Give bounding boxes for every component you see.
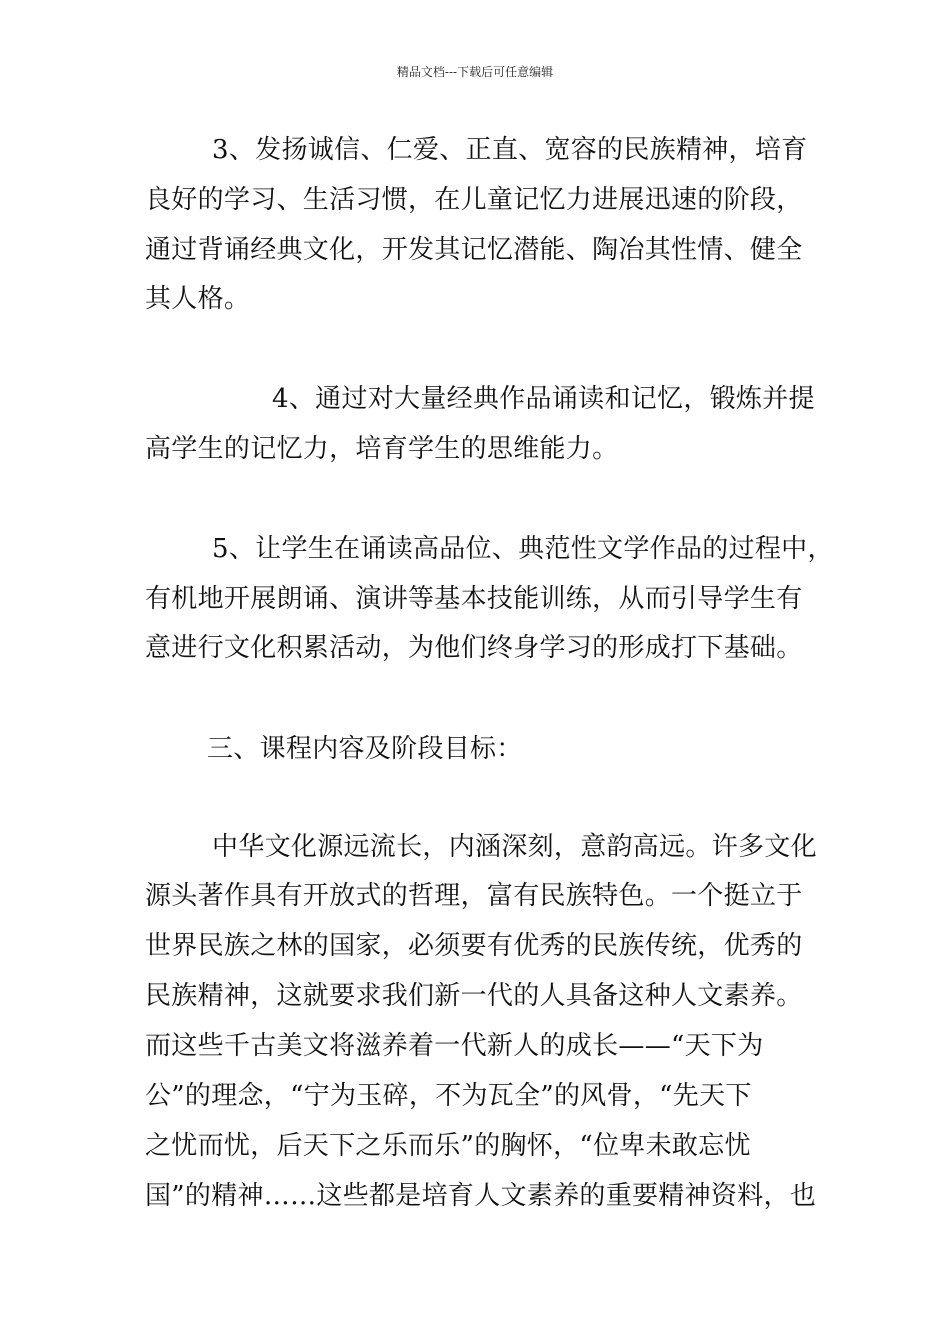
paragraph-6-line-6: 公”的理念，“宁为玉碎，不为瓦全”的风骨，“先天下 (145, 1081, 752, 1111)
paragraph-6-line-7: 之忧而忧，后天下之乐而乐”的胸怀，“位卑未敢忘忧 (145, 1131, 751, 1161)
page-header: 精品文档---下载后可任意编辑 (396, 65, 554, 79)
paragraph-5-line-3: 意进行文化积累活动，为他们终身学习的形成打下基础。 (145, 633, 803, 663)
paragraph-6-line-8: 国”的精神……这些都是培育人文素养的重要精神资料，也 (145, 1181, 817, 1211)
paragraph-4-line-2: 高学生的记忆力，培育学生的思维能力。 (145, 434, 619, 464)
paragraph-3-line-4: 其人格。 (145, 284, 251, 314)
paragraph-6-line-2: 源头著作具有开放式的哲理，富有民族特色。一个挺立于 (145, 881, 803, 911)
section-heading: 三、课程内容及阶段目标： (207, 734, 523, 764)
paragraph-4-line-1: 4、通过对大量经典作品诵读和记忆，锻炼并提 (272, 384, 815, 414)
paragraph-5-line-1: 5、让学生在诵读高品位、典范性文学作品的过程中， (212, 534, 834, 564)
paragraph-3-line-1: 3、发扬诚信、仁爱、正直、宽容的民族精神，培育 (212, 135, 808, 165)
paragraph-3-line-3: 通过背诵经典文化，开发其记忆潜能、陶冶其性情、健全 (145, 235, 803, 265)
paragraph-5-line-2: 有机地开展朗诵、演讲等基本技能训练，从而引导学生有 (145, 584, 803, 614)
paragraph-6-line-3: 世界民族之林的国家，必须要有优秀的民族传统，优秀的 (145, 931, 803, 961)
paragraph-6-line-5: 而这些千古美文将滋养着一代新人的成长——“天下为 (145, 1031, 764, 1061)
paragraph-3-line-2: 良好的学习、生活习惯，在儿童记忆力进展迅速的阶段， (145, 185, 803, 215)
paragraph-6-line-1: 中华文化源远流长，内涵深刻，意韵高远。许多文化 (212, 832, 817, 862)
paragraph-6-line-4: 民族精神，这就要求我们新一代的人具备这种人文素养。 (145, 981, 803, 1011)
